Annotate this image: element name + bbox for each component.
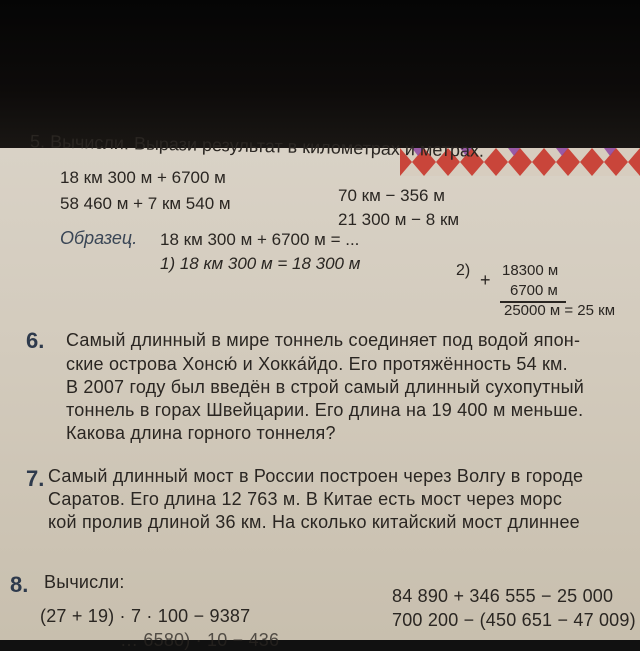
task8-right-expr-1: 84 890 + 346 555 − 25 000 (392, 586, 614, 606)
sample-label: Образец. (60, 228, 138, 248)
task5-header: 5. Вычисли. Вырази результат в километрах и метрах. (29, 131, 485, 161)
task5-expr-1: 18 км 300 м + 6700 м (60, 168, 226, 187)
task5-expr-3: 70 км − 356 м (338, 186, 445, 205)
sample-step-2-result: 25000 м = 25 км (504, 302, 616, 319)
task8-left-expr-2: … 6580) · 10 − 436 (120, 630, 280, 650)
task8-left-expr-1: (27 + 19) · 7 · 100 − 9387 (40, 606, 251, 626)
sample-step-2-addend-2: 6700 м (510, 282, 558, 299)
task8-number: 8. (10, 572, 29, 597)
task7-line-3: кой пролив длиной 36 км. На сколько китайский мост длиннее (48, 512, 580, 532)
task6-line-2: ские острова Хонсю́ и Хокка́йдо. Его протяжённость 54 км. (66, 354, 568, 374)
sample-expression: 18 км 300 м + 6700 м = ... (160, 230, 360, 249)
sample-step-1: 1) 18 км 300 м = 18 300 м (160, 254, 361, 273)
task7-line-2: Саратов. Его длина 12 763 м. В Китае есть мост через морс (48, 489, 563, 509)
task5-expr-4: 21 300 м − 8 км (338, 210, 460, 229)
task8-right-expr-2: 700 200 − (450 651 − 47 009) (392, 610, 636, 630)
task7-line-1: Самый длинный мост в России построен через Волгу в городе (48, 466, 584, 486)
sample-step-2-label: 2) (456, 262, 471, 279)
sample-step-2-plus: + (480, 270, 491, 290)
task6-line-5: Какова длина горного тоннеля? (66, 423, 336, 443)
textbook-page (0, 131, 640, 650)
task5-expr-2: 58 460 м + 7 км 540 м (60, 194, 231, 213)
task8-title: Вычисли: (44, 572, 125, 592)
dark-background (0, 0, 640, 150)
task6-number: 6. (26, 328, 45, 353)
task6-line-3: В 2007 году был введён в строй самый длинный сухопутный (66, 377, 585, 397)
task7-number: 7. (26, 466, 45, 491)
task6-line-1: Самый длинный в мире тоннель соединяет под водой япон- (66, 330, 581, 350)
sample-step-2-addend-1: 18300 м (502, 262, 559, 279)
task6-line-4: тоннель в горах Швейцарии. Его длина на 19 400 м меньше. (66, 400, 584, 420)
